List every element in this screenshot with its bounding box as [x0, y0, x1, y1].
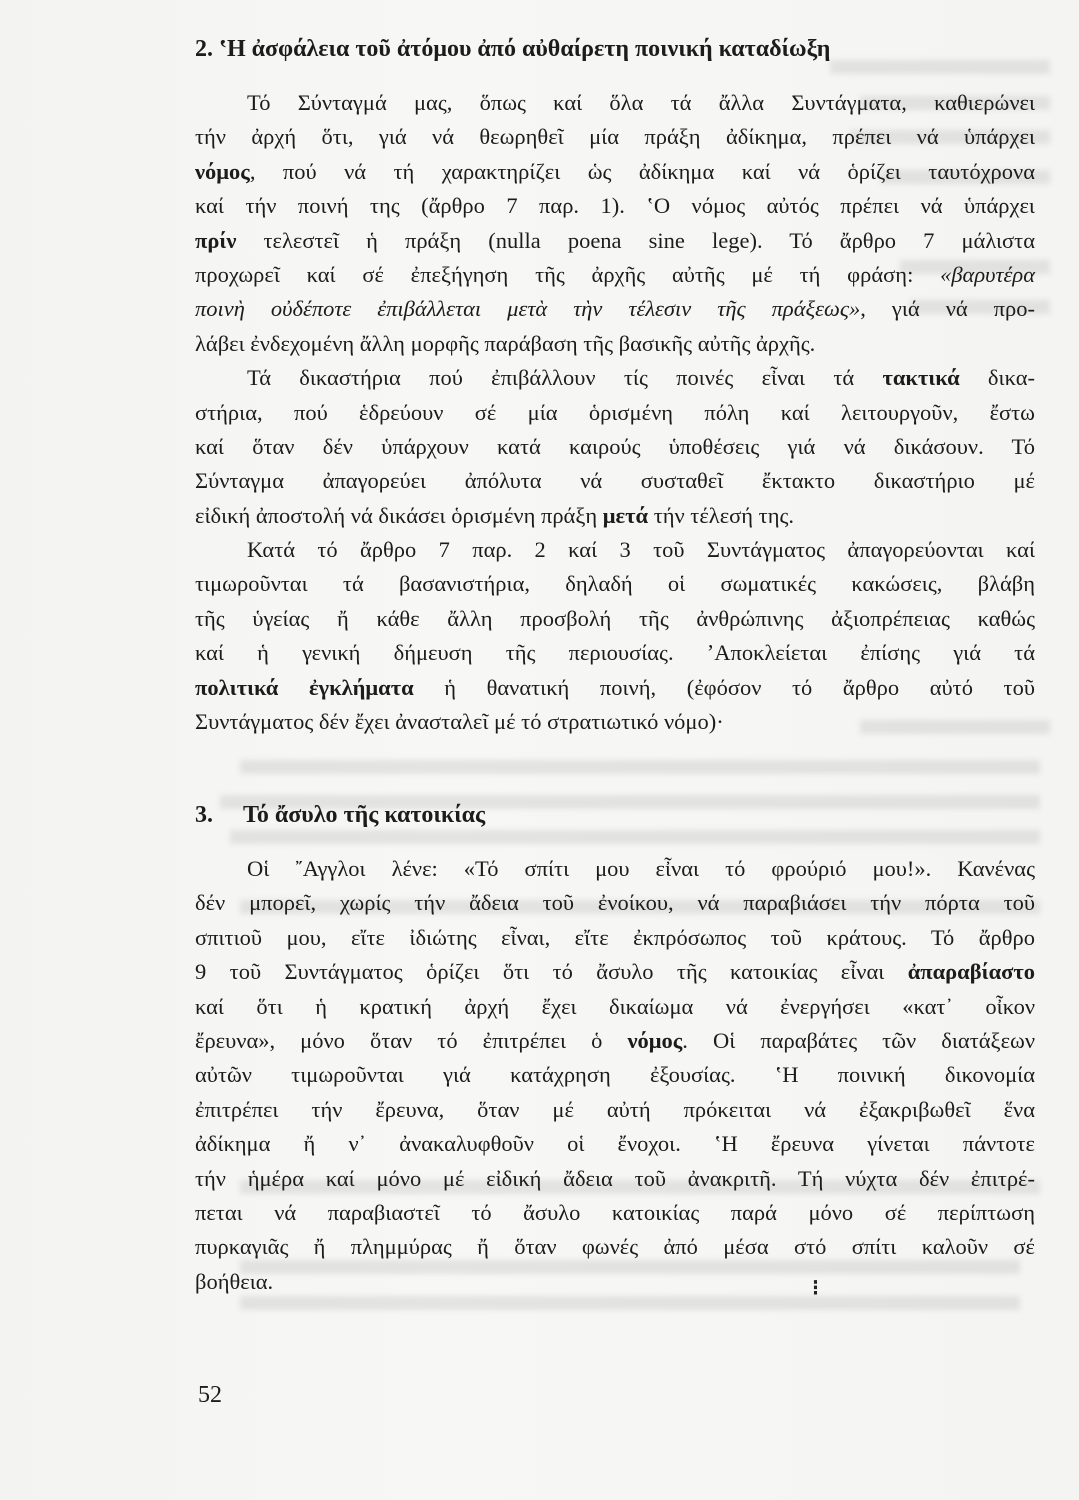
text-line: τήν ἀρχή ὅτι, γιά νά θεωρηθεῖ μία πράξη ἀδίκημα, πρέπει νά ὑπάρχει — [195, 124, 1035, 150]
section-3-heading — [195, 800, 485, 830]
text-line: πεται νά παραβιαστεῖ τό ἄσυλο κατοικίας παρά μόνο σέ περίπτωση — [195, 1199, 1035, 1225]
section-2-heading: 2. ʽΗ ἀσφάλεια τοῦ ἀτόμου ἀπό αὐθαίρετη ποινική καταδίωξη — [195, 36, 831, 62]
text-line: Τά δικαστήρια πού ἐπιβάλλουν τίς ποινές εἶναι τά τακτικά δικα- — [247, 365, 1035, 391]
text-line: νόμος, πού νά τή χαρακτηρίζει ὡς ἀδίκημα καί νά ὁρίζει ταυτόχρονα — [195, 158, 1035, 184]
text-line: προχωρεῖ καί σέ ἐπεξήγηση τῆς ἀρχῆς αὐτῆς μέ τή φράση: «βαρυτέρα — [195, 261, 1035, 287]
text-line: σπιτιοῦ μου, εἴτε ἰδιώτης εἶναι, εἴτε ἐκπρόσωπος τοῦ κράτους. Τό ἄρθρο — [195, 924, 1035, 950]
section-2-body — [195, 86, 1035, 739]
text-line: ἀδίκημα ἤ ν᾽ ἀνακαλυφθοῦν οἱ ἔνοχοι. ʽΗ ἔρευνα γίνεται πάντοτε — [195, 1131, 1035, 1157]
text-line: Κατά τό ἄρθρο 7 παρ. 2 καί 3 τοῦ Συντάγματος ἀπαγορεύονται καί — [247, 537, 1035, 563]
text-line: καί ὅταν δέν ὑπάρχουν κατά καιρούς ὑποθέσεις γιά νά δικάσουν. Τό — [195, 433, 1035, 459]
text-line: πρίν τελεστεῖ ἡ πράξη (nulla poena sine lege). Τό ἄρθρο 7 μάλιστα — [195, 227, 1035, 253]
section-3 — [195, 800, 485, 830]
section-3-number: 3. — [195, 802, 213, 828]
text-line: δέν μπορεῖ, χωρίς τήν ἄδεια τοῦ ἐνοίκου, νά παραβιάσει τήν πόρτα τοῦ — [195, 890, 1035, 916]
text-line: Οἱ ῎Αγγλοι λένε: «Τό σπίτι μου εἶναι τό φρούριό μου!». Κανένας — [247, 856, 1035, 881]
text-line: ἔρευνα», μόνο ὅταν τό ἐπιτρέπει ὁ νόμος. Οἱ παραβάτες τῶν διατάξεων — [195, 1027, 1035, 1053]
text-line: 9 τοῦ Συντάγματος ὁρίζει ὅτι τό ἄσυλο τῆς κατοικίας εἶναι ἀπαραβίαστο — [195, 959, 1035, 985]
text-line: πυρκαγιᾶς ἤ πλημμύρας ἤ ὅταν φωνές ἀπό μέσα στό σπίτι καλοῦν σέ — [195, 1234, 1035, 1260]
text-line: στήρια, πού ἑδρεύουν σέ μία ὁρισμένη πόλη καί λειτουργοῦν, ἔστω — [195, 399, 1035, 425]
text-line: καί ἡ γενική δήμευση τῆς περιουσίας. ʼΑποκλείεται ἐπίσης γιά τά — [195, 640, 1035, 666]
section-2 — [195, 34, 830, 64]
text-line: ποινὴ οὐδέποτε ἐπιβάλλεται μετὰ τὴν τέλεσιν τῆς πράξεως», γιά νά προ- — [195, 296, 1036, 322]
text-line: βοήθεια. — [195, 1268, 274, 1294]
text-line: λάβει ἐνδεχομένη ἄλλη μορφῆς παράβαση τῆς βασικῆς αὐτῆς ἀρχῆς. — [195, 330, 816, 356]
text-line: εἰδική ἀποστολή νά δικάσει ὁρισμένη πράξη μετά τήν τέλεσή της. — [195, 502, 795, 528]
text-line: Τό Σύνταγμά μας, ὅπως καί ὅλα τά ἄλλα Συντάγματα, καθιερώνει — [247, 90, 1035, 115]
text-line: καί τήν ποινή της (ἄρθρο 7 παρ. 1). ʽΟ νόμος αὐτός πρέπει νά ὑπάρχει — [195, 193, 1035, 219]
section-3-body — [195, 852, 1035, 1299]
text-line: Σύνταγμα ἀπαγορεύει ἀπόλυτα νά συσταθεῖ ἔκτακτο δικαστήριο μέ — [195, 468, 1035, 494]
text-line: τήν ἡμέρα καί μόνο μέ εἰδική ἄδεια τοῦ ἀνακριτῆ. Τή νύχτα δέν ἐπιτρέ- — [195, 1165, 1035, 1191]
page-number: 52 — [198, 1382, 222, 1408]
text-line: τῆς ὑγείας ἤ κάθε ἄλλη προσβολή τῆς ἀνθρώπινης ἀξιοπρέπειας καθώς — [195, 605, 1035, 631]
text-line: ἐπιτρέπει τήν ἔρευνα, ὅταν μέ αὐτή πρόκειται νά ἐξακριβωθεῖ ἕνα — [195, 1096, 1035, 1122]
text-line: τιμωροῦνται τά βασανιστήρια, δηλαδή οἱ σωματικές κακώσεις, βλάβη — [195, 571, 1035, 597]
text-line: Συντάγματος δέν ἔχει ἀνασταλεῖ μέ τό στρατιωτικό νόμο)· — [195, 709, 724, 735]
section-3-title: Τό ἄσυλο τῆς κατοικίας — [243, 802, 486, 828]
text-line: πολιτικά ἐγκλήματα ἡ θανατική ποινή, (ἐφόσον τό ἄρθρο αὐτό τοῦ — [195, 674, 1035, 700]
text-line: αὐτῶν τιμωροῦνται γιά κατάχρηση ἐξουσίας. ʽΗ ποινική δικονομία — [195, 1062, 1035, 1088]
printer-mark-icon: ⁝ — [812, 1275, 819, 1300]
text-line: καί ὅτι ἡ κρατική ἀρχή ἔχει δικαίωμα νά ἐνεργήσει «κατ᾽ οἶκον — [195, 993, 1035, 1019]
